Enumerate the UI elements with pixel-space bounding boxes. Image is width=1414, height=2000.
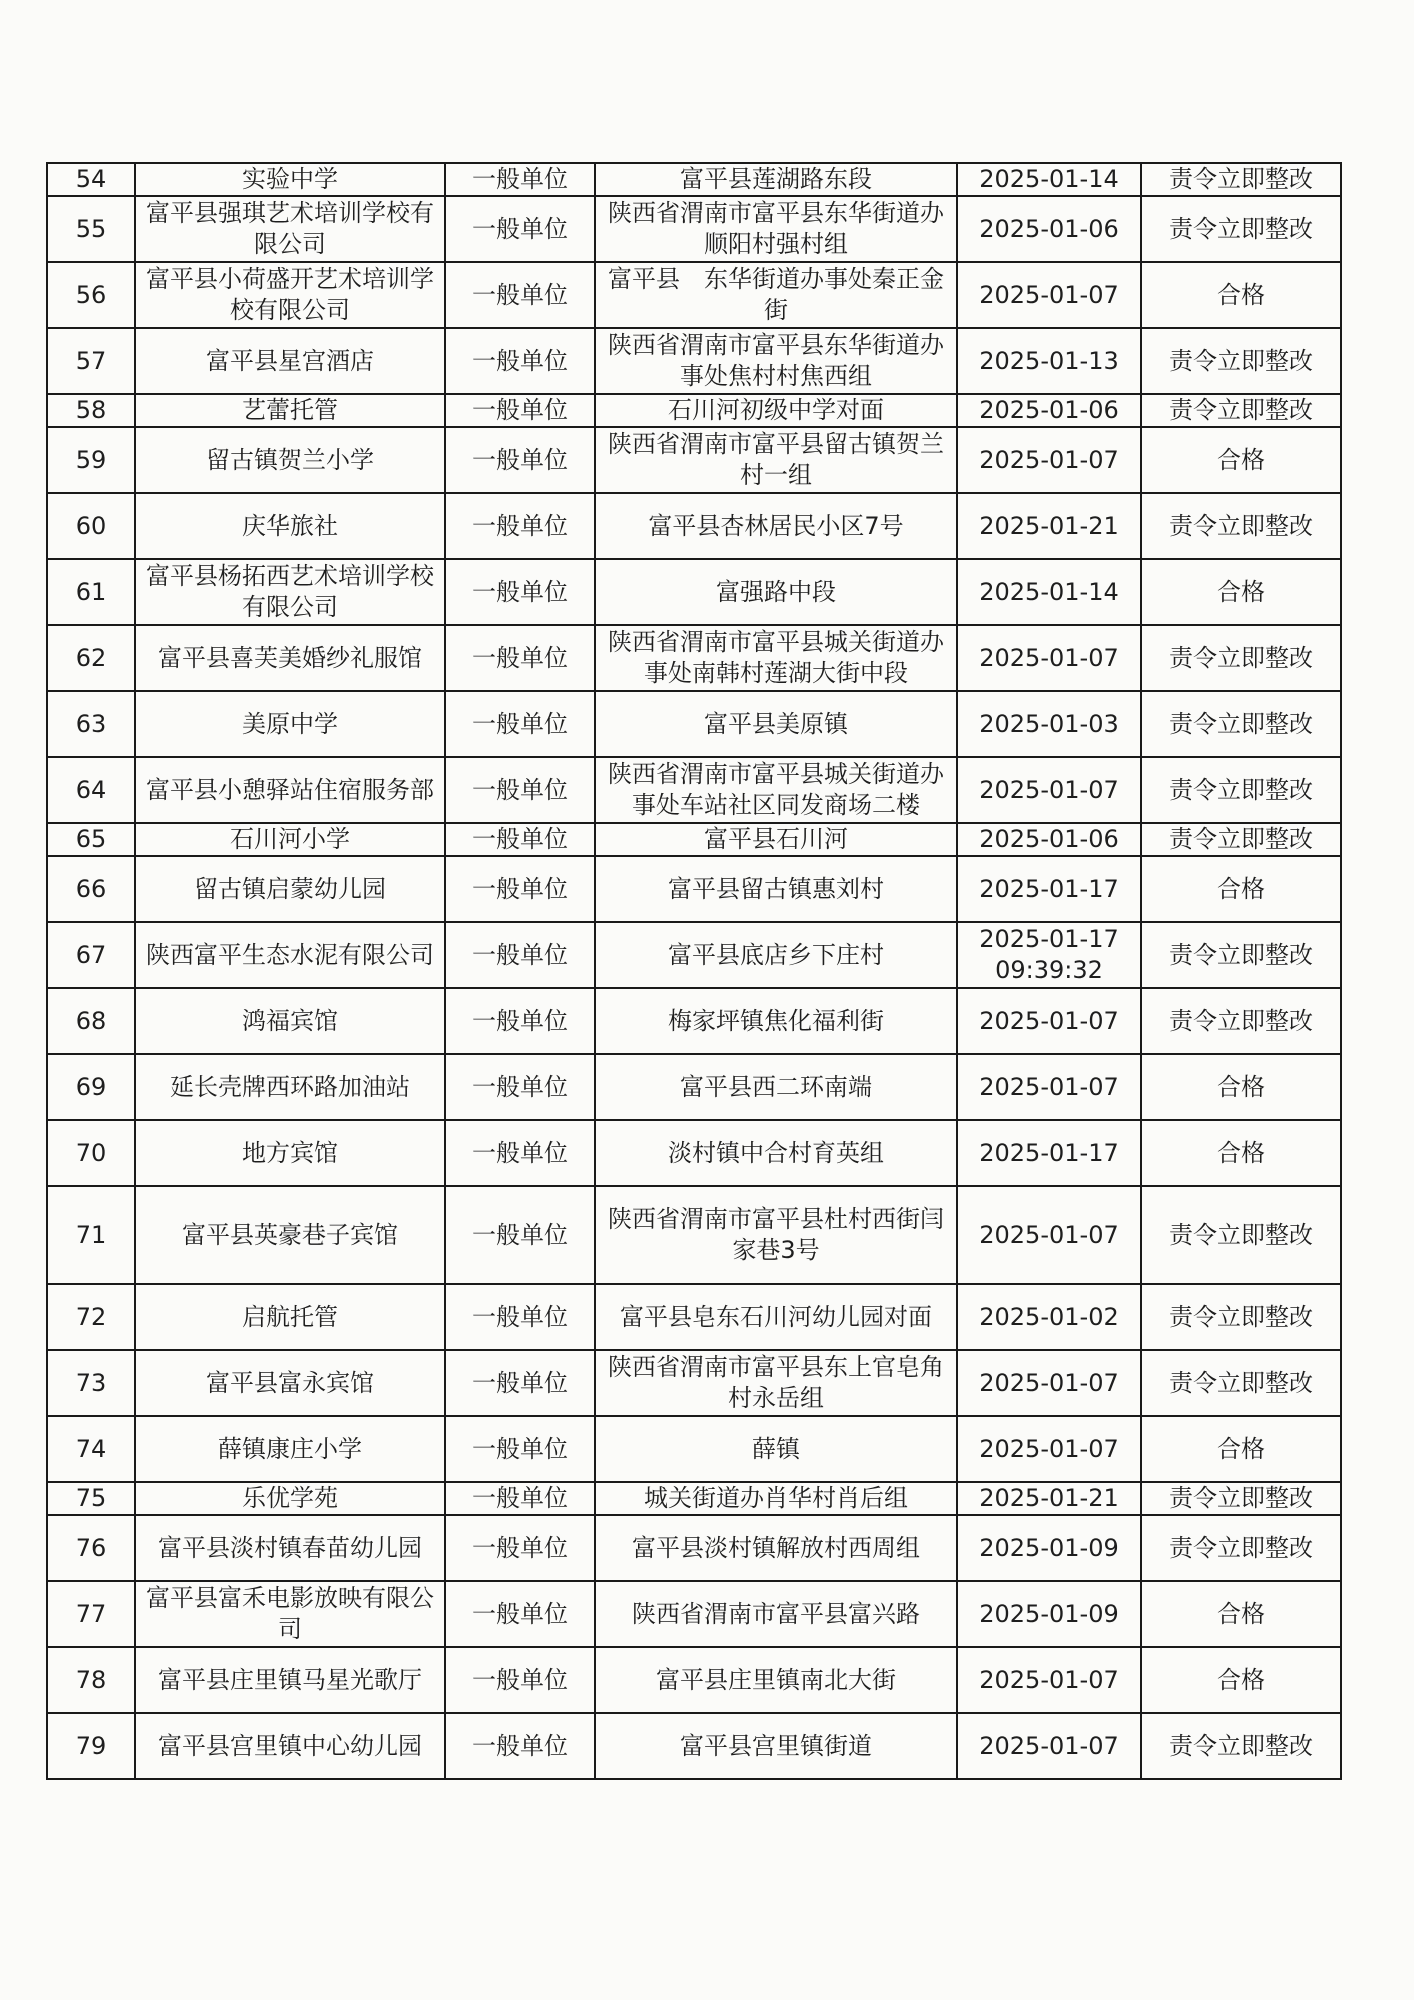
unit-type: 一般单位 xyxy=(445,1350,595,1416)
row-number: 57 xyxy=(47,328,135,394)
table-row xyxy=(47,1482,1341,1515)
inspection-result: 责令立即整改 xyxy=(1141,823,1341,856)
inspection-date: 2025-01-07 xyxy=(957,1350,1141,1416)
inspection-date: 2025-01-09 xyxy=(957,1515,1141,1581)
unit-type: 一般单位 xyxy=(445,394,595,427)
unit-name: 石川河小学 xyxy=(135,823,445,856)
unit-name: 地方宾馆 xyxy=(135,1120,445,1186)
unit-name: 富平县小荷盛开艺术培训学校有限公司 xyxy=(135,262,445,328)
unit-name: 富平县小憩驿站住宿服务部 xyxy=(135,757,445,823)
unit-type: 一般单位 xyxy=(445,427,595,493)
unit-name: 陕西富平生态水泥有限公司 xyxy=(135,922,445,988)
table-row xyxy=(47,691,1341,757)
address: 淡村镇中合村育英组 xyxy=(595,1120,957,1186)
unit-name: 美原中学 xyxy=(135,691,445,757)
inspection-date: 2025-01-07 xyxy=(957,988,1141,1054)
unit-type: 一般单位 xyxy=(445,1120,595,1186)
inspection-result: 责令立即整改 xyxy=(1141,922,1341,988)
row-number: 64 xyxy=(47,757,135,823)
table-row xyxy=(47,427,1341,493)
table-row xyxy=(47,988,1341,1054)
inspection-result: 责令立即整改 xyxy=(1141,625,1341,691)
row-number: 58 xyxy=(47,394,135,427)
address: 陕西省渭南市富平县东华街道办顺阳村强村组 xyxy=(595,196,957,262)
inspection-date: 2025-01-21 xyxy=(957,1482,1141,1515)
inspection-result: 合格 xyxy=(1141,427,1341,493)
inspection-date: 2025-01-07 xyxy=(957,262,1141,328)
inspection-result: 合格 xyxy=(1141,856,1341,922)
row-number: 61 xyxy=(47,559,135,625)
table-row xyxy=(47,1350,1341,1416)
address: 陕西省渭南市富平县富兴路 xyxy=(595,1581,957,1647)
row-number: 63 xyxy=(47,691,135,757)
inspection-date: 2025-01-14 xyxy=(957,559,1141,625)
table-row xyxy=(47,559,1341,625)
row-number: 68 xyxy=(47,988,135,1054)
table-body xyxy=(47,163,1341,1779)
row-number: 62 xyxy=(47,625,135,691)
table-row xyxy=(47,163,1341,196)
inspection-result: 合格 xyxy=(1141,1416,1341,1482)
inspection-result: 责令立即整改 xyxy=(1141,1482,1341,1515)
unit-name: 富平县宫里镇中心幼儿园 xyxy=(135,1713,445,1779)
row-number: 60 xyxy=(47,493,135,559)
unit-type: 一般单位 xyxy=(445,196,595,262)
address: 城关街道办肖华村肖后组 xyxy=(595,1482,957,1515)
unit-name: 启航托管 xyxy=(135,1284,445,1350)
unit-name: 富平县星宫酒店 xyxy=(135,328,445,394)
address: 陕西省渭南市富平县留古镇贺兰村一组 xyxy=(595,427,957,493)
address: 陕西省渭南市富平县东华街道办事处焦村村焦西组 xyxy=(595,328,957,394)
unit-name: 薛镇康庄小学 xyxy=(135,1416,445,1482)
unit-type: 一般单位 xyxy=(445,328,595,394)
unit-type: 一般单位 xyxy=(445,856,595,922)
table-row xyxy=(47,625,1341,691)
address: 陕西省渭南市富平县杜村西街闫家巷3号 xyxy=(595,1186,957,1284)
inspection-result: 合格 xyxy=(1141,1581,1341,1647)
row-number: 77 xyxy=(47,1581,135,1647)
inspection-result: 责令立即整改 xyxy=(1141,691,1341,757)
unit-type: 一般单位 xyxy=(445,262,595,328)
inspection-date: 2025-01-03 xyxy=(957,691,1141,757)
unit-name: 富平县庄里镇马星光歌厅 xyxy=(135,1647,445,1713)
unit-type: 一般单位 xyxy=(445,493,595,559)
inspection-date: 2025-01-09 xyxy=(957,1581,1141,1647)
inspection-result: 责令立即整改 xyxy=(1141,757,1341,823)
unit-name: 艺蕾托管 xyxy=(135,394,445,427)
row-number: 66 xyxy=(47,856,135,922)
inspection-result: 责令立即整改 xyxy=(1141,1186,1341,1284)
inspection-date: 2025-01-17 xyxy=(957,856,1141,922)
row-number: 74 xyxy=(47,1416,135,1482)
unit-type: 一般单位 xyxy=(445,559,595,625)
table-row xyxy=(47,1120,1341,1186)
unit-name: 留古镇贺兰小学 xyxy=(135,427,445,493)
unit-name: 富平县英豪巷子宾馆 xyxy=(135,1186,445,1284)
unit-type: 一般单位 xyxy=(445,757,595,823)
table-row xyxy=(47,394,1341,427)
unit-name: 鸿福宾馆 xyxy=(135,988,445,1054)
table-row xyxy=(47,922,1341,988)
inspection-date: 2025-01-07 xyxy=(957,427,1141,493)
unit-name: 实验中学 xyxy=(135,163,445,196)
address: 富平县莲湖路东段 xyxy=(595,163,957,196)
unit-name: 庆华旅社 xyxy=(135,493,445,559)
unit-name: 乐优学苑 xyxy=(135,1482,445,1515)
address: 梅家坪镇焦化福利街 xyxy=(595,988,957,1054)
inspection-result: 合格 xyxy=(1141,1054,1341,1120)
unit-name: 富平县杨拓西艺术培训学校有限公司 xyxy=(135,559,445,625)
inspection-result: 合格 xyxy=(1141,1647,1341,1713)
inspection-date: 2025-01-07 xyxy=(957,757,1141,823)
address: 富平县 东华街道办事处秦正金街 xyxy=(595,262,957,328)
table-row xyxy=(47,1647,1341,1713)
unit-type: 一般单位 xyxy=(445,823,595,856)
inspection-result: 合格 xyxy=(1141,1120,1341,1186)
unit-type: 一般单位 xyxy=(445,1647,595,1713)
table-row xyxy=(47,1713,1341,1779)
address: 陕西省渭南市富平县城关街道办事处南韩村莲湖大街中段 xyxy=(595,625,957,691)
inspection-date: 2025-01-21 xyxy=(957,493,1141,559)
inspection-result: 责令立即整改 xyxy=(1141,1713,1341,1779)
table-row xyxy=(47,1186,1341,1284)
row-number: 71 xyxy=(47,1186,135,1284)
table-row xyxy=(47,493,1341,559)
row-number: 55 xyxy=(47,196,135,262)
address: 富平县美原镇 xyxy=(595,691,957,757)
inspection-result: 责令立即整改 xyxy=(1141,1515,1341,1581)
row-number: 69 xyxy=(47,1054,135,1120)
table-row xyxy=(47,262,1341,328)
inspection-result: 责令立即整改 xyxy=(1141,988,1341,1054)
table-row xyxy=(47,823,1341,856)
inspection-result: 责令立即整改 xyxy=(1141,196,1341,262)
row-number: 56 xyxy=(47,262,135,328)
table-row xyxy=(47,1515,1341,1581)
row-number: 76 xyxy=(47,1515,135,1581)
unit-type: 一般单位 xyxy=(445,988,595,1054)
inspection-result: 责令立即整改 xyxy=(1141,394,1341,427)
address: 富平县庄里镇南北大街 xyxy=(595,1647,957,1713)
inspection-date: 2025-01-07 xyxy=(957,1054,1141,1120)
table-row xyxy=(47,1581,1341,1647)
inspection-date: 2025-01-06 xyxy=(957,823,1141,856)
inspection-date: 2025-01-17 09:39:32 xyxy=(957,922,1141,988)
inspection-result: 责令立即整改 xyxy=(1141,328,1341,394)
inspection-date: 2025-01-07 xyxy=(957,625,1141,691)
inspection-table xyxy=(46,162,1342,1780)
unit-type: 一般单位 xyxy=(445,1054,595,1120)
unit-name: 留古镇启蒙幼儿园 xyxy=(135,856,445,922)
address: 富平县留古镇惠刘村 xyxy=(595,856,957,922)
table-row xyxy=(47,1416,1341,1482)
unit-name: 富平县富永宾馆 xyxy=(135,1350,445,1416)
row-number: 67 xyxy=(47,922,135,988)
unit-type: 一般单位 xyxy=(445,1581,595,1647)
row-number: 75 xyxy=(47,1482,135,1515)
unit-type: 一般单位 xyxy=(445,1416,595,1482)
inspection-result: 合格 xyxy=(1141,559,1341,625)
inspection-date: 2025-01-07 xyxy=(957,1186,1141,1284)
unit-type: 一般单位 xyxy=(445,1482,595,1515)
unit-type: 一般单位 xyxy=(445,1284,595,1350)
unit-type: 一般单位 xyxy=(445,1186,595,1284)
inspection-date: 2025-01-06 xyxy=(957,196,1141,262)
inspection-result: 责令立即整改 xyxy=(1141,493,1341,559)
address: 石川河初级中学对面 xyxy=(595,394,957,427)
row-number: 79 xyxy=(47,1713,135,1779)
address: 富强路中段 xyxy=(595,559,957,625)
table-row xyxy=(47,757,1341,823)
address: 富平县皂东石川河幼儿园对面 xyxy=(595,1284,957,1350)
row-number: 65 xyxy=(47,823,135,856)
inspection-date: 2025-01-17 xyxy=(957,1120,1141,1186)
inspection-date: 2025-01-14 xyxy=(957,163,1141,196)
unit-type: 一般单位 xyxy=(445,163,595,196)
address: 陕西省渭南市富平县东上官皂角村永岳组 xyxy=(595,1350,957,1416)
inspection-date: 2025-01-06 xyxy=(957,394,1141,427)
inspection-result: 责令立即整改 xyxy=(1141,163,1341,196)
unit-type: 一般单位 xyxy=(445,691,595,757)
unit-type: 一般单位 xyxy=(445,1713,595,1779)
table-row xyxy=(47,196,1341,262)
unit-type: 一般单位 xyxy=(445,1515,595,1581)
address: 富平县杏林居民小区7号 xyxy=(595,493,957,559)
row-number: 73 xyxy=(47,1350,135,1416)
row-number: 70 xyxy=(47,1120,135,1186)
table-row xyxy=(47,1054,1341,1120)
unit-name: 富平县富禾电影放映有限公司 xyxy=(135,1581,445,1647)
inspection-date: 2025-01-13 xyxy=(957,328,1141,394)
unit-type: 一般单位 xyxy=(445,625,595,691)
table-row xyxy=(47,1284,1341,1350)
address: 陕西省渭南市富平县城关街道办事处车站社区同发商场二楼 xyxy=(595,757,957,823)
table-row xyxy=(47,328,1341,394)
inspection-result: 合格 xyxy=(1141,262,1341,328)
address: 富平县宫里镇街道 xyxy=(595,1713,957,1779)
row-number: 72 xyxy=(47,1284,135,1350)
unit-name: 富平县淡村镇春苗幼儿园 xyxy=(135,1515,445,1581)
row-number: 59 xyxy=(47,427,135,493)
address: 富平县底店乡下庄村 xyxy=(595,922,957,988)
unit-name: 延长壳牌西环路加油站 xyxy=(135,1054,445,1120)
unit-type: 一般单位 xyxy=(445,922,595,988)
row-number: 78 xyxy=(47,1647,135,1713)
address: 富平县淡村镇解放村西周组 xyxy=(595,1515,957,1581)
table-row xyxy=(47,856,1341,922)
address: 富平县西二环南端 xyxy=(595,1054,957,1120)
unit-name: 富平县喜芙美婚纱礼服馆 xyxy=(135,625,445,691)
row-number: 54 xyxy=(47,163,135,196)
unit-name: 富平县强琪艺术培训学校有限公司 xyxy=(135,196,445,262)
address: 薛镇 xyxy=(595,1416,957,1482)
inspection-result: 责令立即整改 xyxy=(1141,1350,1341,1416)
inspection-date: 2025-01-02 xyxy=(957,1284,1141,1350)
inspection-date: 2025-01-07 xyxy=(957,1647,1141,1713)
address: 富平县石川河 xyxy=(595,823,957,856)
inspection-date: 2025-01-07 xyxy=(957,1713,1141,1779)
inspection-date: 2025-01-07 xyxy=(957,1416,1141,1482)
inspection-result: 责令立即整改 xyxy=(1141,1284,1341,1350)
